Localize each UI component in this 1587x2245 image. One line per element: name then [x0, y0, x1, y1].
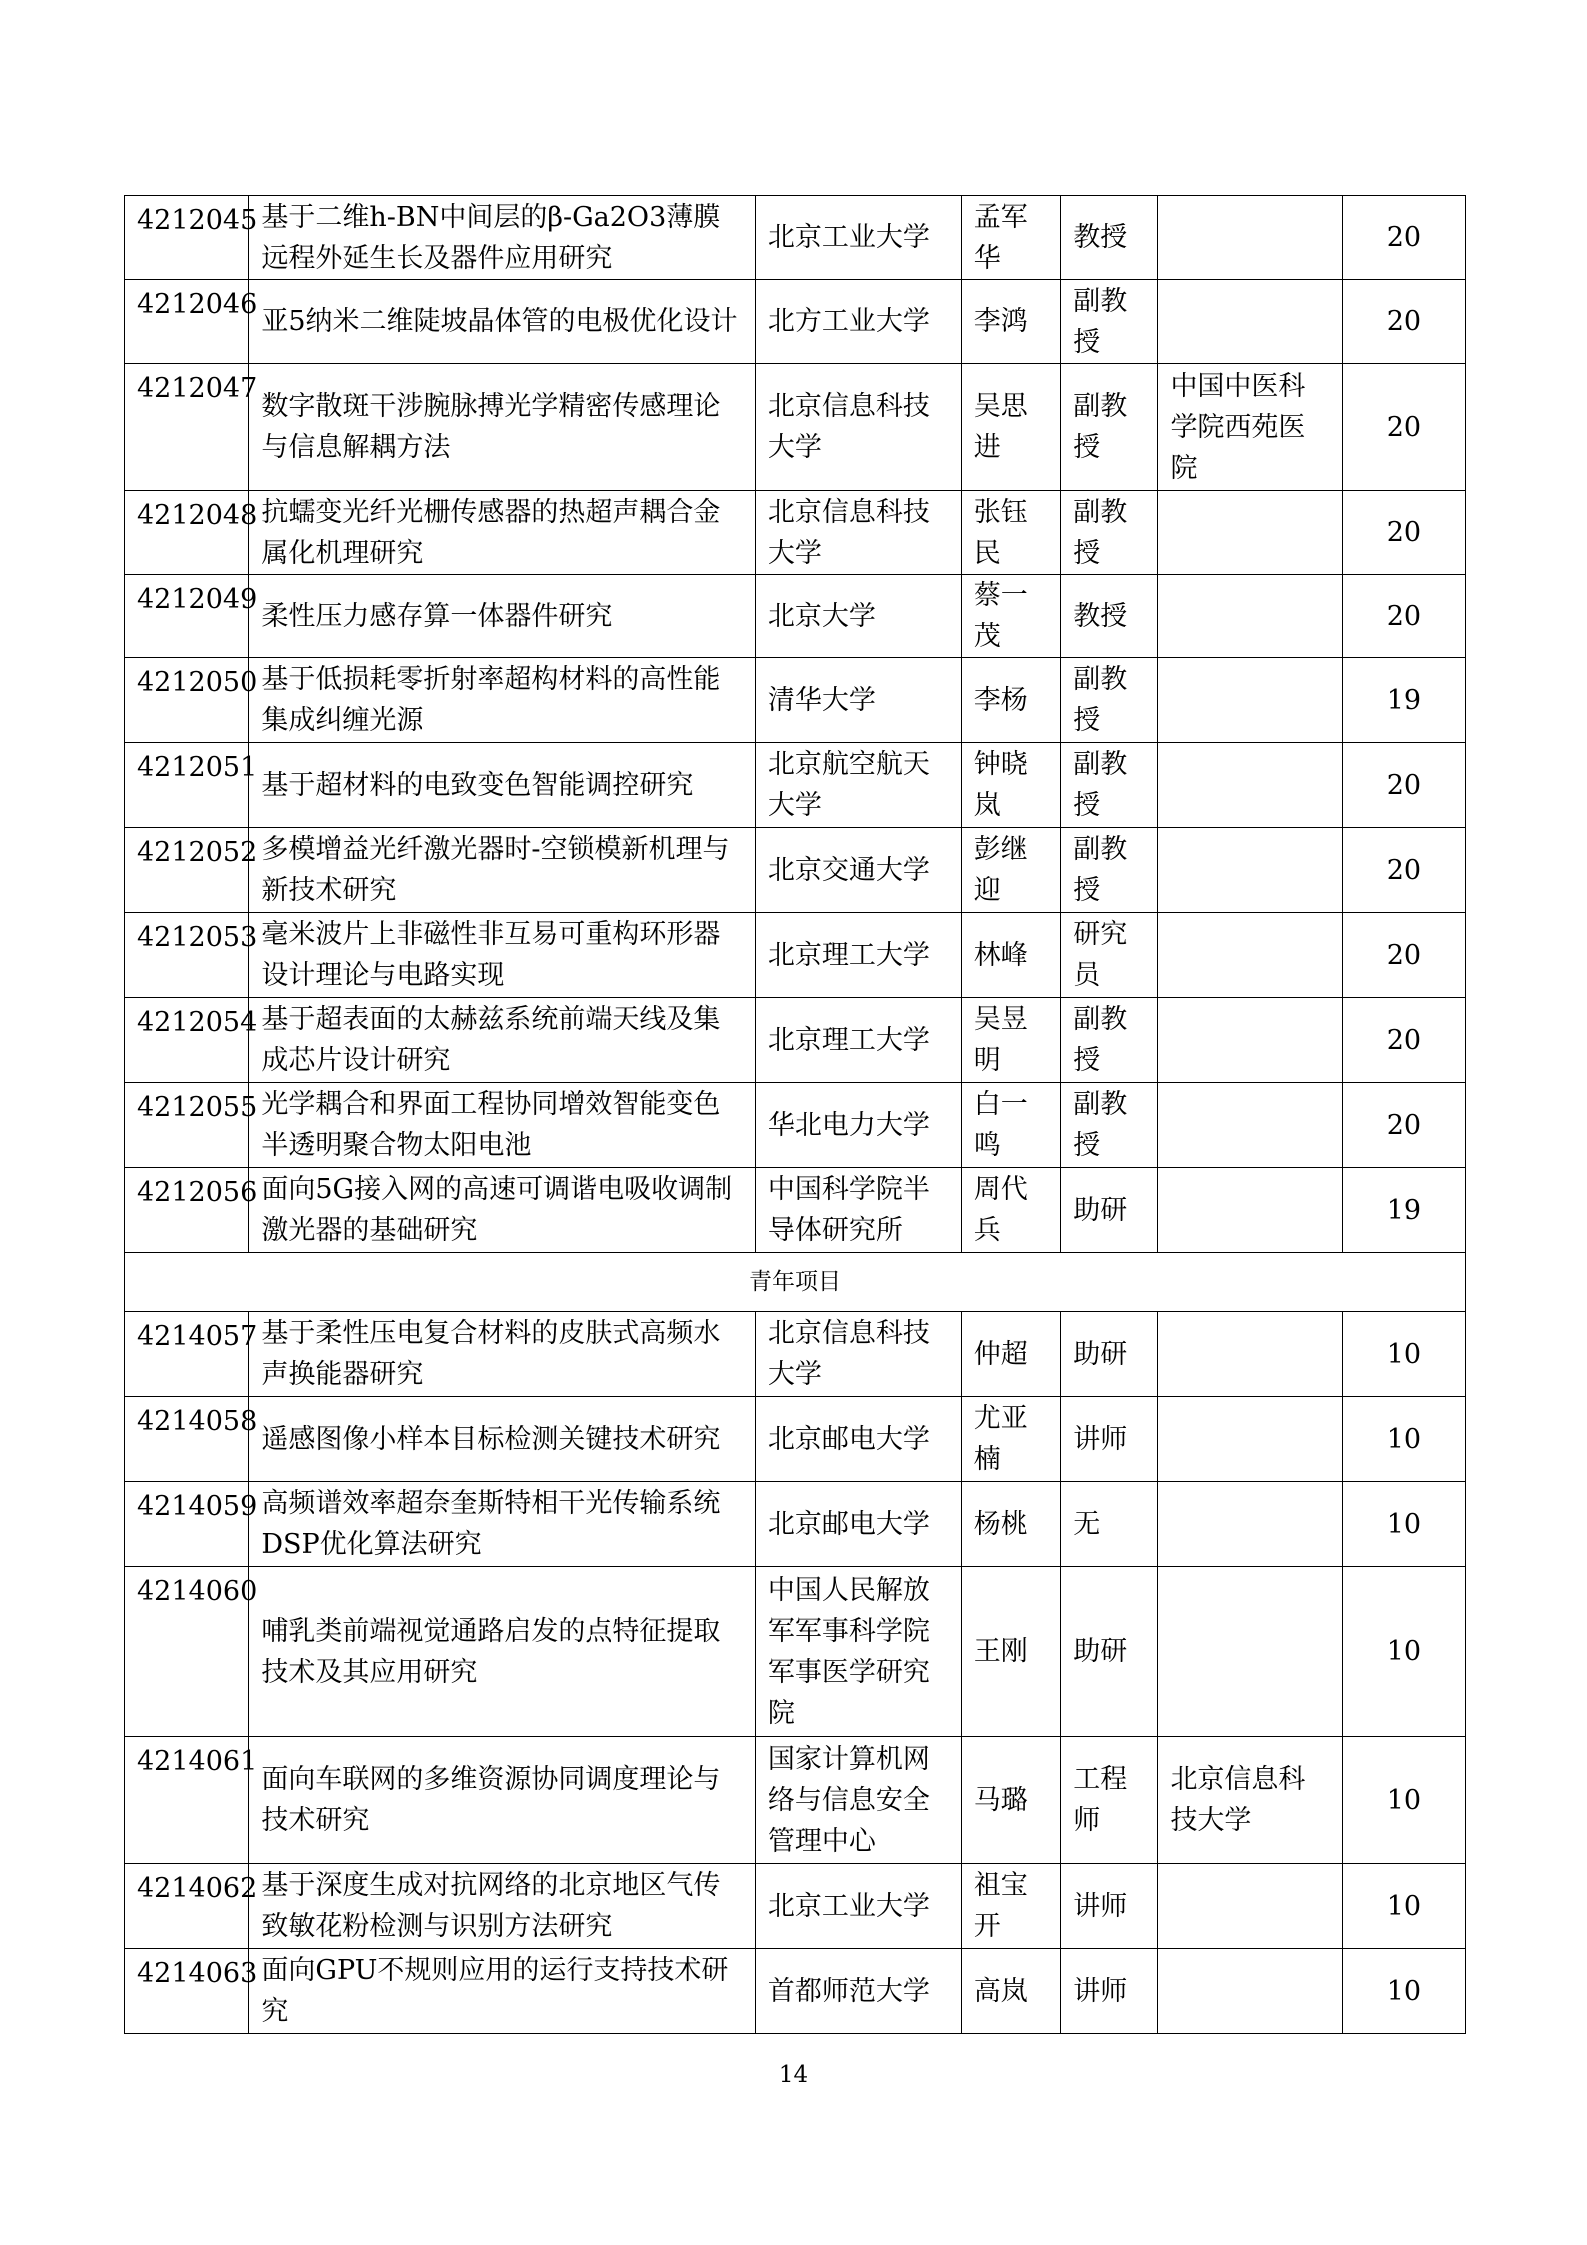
principal-investigator: 李鸿	[961, 280, 1061, 364]
project-title: 遥感图像小样本目标检测关键技术研究	[249, 1397, 756, 1482]
institution: 中国科学院半导体研究所	[755, 1168, 961, 1253]
funding-amount: 10	[1342, 1482, 1465, 1567]
cooperating-unit	[1158, 1397, 1342, 1482]
institution: 清华大学	[755, 658, 961, 743]
cooperating-unit	[1158, 1949, 1342, 2034]
project-title: 光学耦合和界面工程协同增效智能变色半透明聚合物太阳电池	[249, 1083, 756, 1168]
cooperating-unit	[1158, 1567, 1342, 1737]
project-title: 多模增益光纤激光器时-空锁模新机理与新技术研究	[249, 828, 756, 913]
cooperating-unit	[1158, 280, 1342, 364]
funding-amount: 19	[1342, 658, 1465, 743]
cooperating-unit	[1158, 196, 1342, 280]
section-heading: 青年项目	[125, 1253, 1466, 1312]
project-title: 高频谱效率超奈奎斯特相干光传输系统DSP优化算法研究	[249, 1482, 756, 1567]
funding-amount: 10	[1342, 1567, 1465, 1737]
cooperating-unit: 北京信息科技大学	[1158, 1737, 1342, 1864]
institution: 华北电力大学	[755, 1083, 961, 1168]
project-title: 基于超材料的电致变色智能调控研究	[249, 743, 756, 828]
project-title: 抗蠕变光纤光栅传感器的热超声耦合金属化机理研究	[249, 491, 756, 575]
funding-amount: 20	[1342, 1083, 1465, 1168]
cooperating-unit	[1158, 1083, 1342, 1168]
table-row	[125, 1482, 1466, 1567]
principal-investigator: 彭继迎	[961, 828, 1061, 913]
project-title: 面向车联网的多维资源协同调度理论与技术研究	[249, 1737, 756, 1864]
principal-investigator: 林峰	[961, 913, 1061, 998]
institution: 首都师范大学	[755, 1949, 961, 2034]
principal-investigator: 张钰民	[961, 491, 1061, 575]
funding-amount: 10	[1342, 1949, 1465, 2034]
table-row	[125, 364, 1466, 491]
title-rank: 助研	[1061, 1168, 1158, 1253]
principal-investigator: 杨桃	[961, 1482, 1061, 1567]
title-rank: 讲师	[1061, 1397, 1158, 1482]
principal-investigator: 吴思进	[961, 364, 1061, 491]
table-row	[125, 1949, 1466, 2034]
principal-investigator: 马璐	[961, 1737, 1061, 1864]
table-row	[125, 1312, 1466, 1397]
project-title: 基于柔性压电复合材料的皮肤式高频水声换能器研究	[249, 1312, 756, 1397]
principal-investigator: 钟晓岚	[961, 743, 1061, 828]
table-row	[125, 280, 1466, 364]
funding-amount: 20	[1342, 828, 1465, 913]
table-row	[125, 1737, 1466, 1864]
project-id: 4212055	[125, 1083, 249, 1168]
funding-amount: 10	[1342, 1864, 1465, 1949]
principal-investigator: 仲超	[961, 1312, 1061, 1397]
funding-amount: 20	[1342, 575, 1465, 658]
principal-investigator: 周代兵	[961, 1168, 1061, 1253]
table-row	[125, 491, 1466, 575]
institution: 中国人民解放军军事科学院军事医学研究院	[755, 1567, 961, 1737]
principal-investigator: 王刚	[961, 1567, 1061, 1737]
title-rank: 助研	[1061, 1567, 1158, 1737]
project-title: 面向5G接入网的高速可调谐电吸收调制激光器的基础研究	[249, 1168, 756, 1253]
cooperating-unit	[1158, 828, 1342, 913]
project-title: 基于低损耗零折射率超构材料的高性能集成纠缠光源	[249, 658, 756, 743]
project-title: 基于深度生成对抗网络的北京地区气传致敏花粉检测与识别方法研究	[249, 1864, 756, 1949]
project-id: 4214057	[125, 1312, 249, 1397]
table-row	[125, 1168, 1466, 1253]
title-rank: 研究员	[1061, 913, 1158, 998]
table-row	[125, 1567, 1466, 1737]
project-id: 4212046	[125, 280, 249, 364]
title-rank: 副教授	[1061, 1083, 1158, 1168]
title-rank: 工程师	[1061, 1737, 1158, 1864]
institution: 北京航空航天大学	[755, 743, 961, 828]
institution: 北京工业大学	[755, 196, 961, 280]
funding-amount: 10	[1342, 1737, 1465, 1864]
institution: 北京工业大学	[755, 1864, 961, 1949]
project-title: 亚5纳米二维陡坡晶体管的电极优化设计	[249, 280, 756, 364]
title-rank: 助研	[1061, 1312, 1158, 1397]
project-id: 4212053	[125, 913, 249, 998]
funding-amount: 20	[1342, 364, 1465, 491]
funding-amount: 10	[1342, 1312, 1465, 1397]
funding-amount: 20	[1342, 280, 1465, 364]
project-title: 基于超表面的太赫兹系统前端天线及集成芯片设计研究	[249, 998, 756, 1083]
institution: 北京理工大学	[755, 998, 961, 1083]
institution: 北京邮电大学	[755, 1482, 961, 1567]
cooperating-unit	[1158, 743, 1342, 828]
funding-amount: 20	[1342, 998, 1465, 1083]
title-rank: 无	[1061, 1482, 1158, 1567]
title-rank: 副教授	[1061, 364, 1158, 491]
table-row	[125, 743, 1466, 828]
title-rank: 副教授	[1061, 743, 1158, 828]
table-row	[125, 1397, 1466, 1482]
section-row	[125, 1253, 1466, 1312]
table-row	[125, 658, 1466, 743]
table-row	[125, 998, 1466, 1083]
table-row	[125, 913, 1466, 998]
project-title: 数字散斑干涉腕脉搏光学精密传感理论与信息解耦方法	[249, 364, 756, 491]
title-rank: 副教授	[1061, 280, 1158, 364]
institution: 北京大学	[755, 575, 961, 658]
principal-investigator: 孟军华	[961, 196, 1061, 280]
cooperating-unit	[1158, 575, 1342, 658]
table-row	[125, 1864, 1466, 1949]
project-id: 4214059	[125, 1482, 249, 1567]
principal-investigator: 高岚	[961, 1949, 1061, 2034]
project-id: 4212050	[125, 658, 249, 743]
institution: 北京信息科技大学	[755, 491, 961, 575]
principal-investigator: 尤亚楠	[961, 1397, 1061, 1482]
institution: 北京邮电大学	[755, 1397, 961, 1482]
project-id: 4214060	[125, 1567, 249, 1737]
project-id: 4214061	[125, 1737, 249, 1864]
page-number: 14	[778, 2062, 809, 2088]
project-id: 4212045	[125, 196, 249, 280]
institution: 国家计算机网络与信息安全管理中心	[755, 1737, 961, 1864]
funding-amount: 19	[1342, 1168, 1465, 1253]
cooperating-unit	[1158, 998, 1342, 1083]
project-title: 哺乳类前端视觉通路启发的点特征提取技术及其应用研究	[249, 1567, 756, 1737]
project-id: 4214058	[125, 1397, 249, 1482]
principal-investigator: 蔡一茂	[961, 575, 1061, 658]
project-id: 4212048	[125, 491, 249, 575]
project-title: 柔性压力感存算一体器件研究	[249, 575, 756, 658]
table-row	[125, 196, 1466, 280]
title-rank: 副教授	[1061, 658, 1158, 743]
funding-amount: 20	[1342, 743, 1465, 828]
project-id: 4214062	[125, 1864, 249, 1949]
cooperating-unit	[1158, 658, 1342, 743]
title-rank: 讲师	[1061, 1949, 1158, 2034]
principal-investigator: 祖宝开	[961, 1864, 1061, 1949]
title-rank: 讲师	[1061, 1864, 1158, 1949]
cooperating-unit: 中国中医科学院西苑医院	[1158, 364, 1342, 491]
project-table	[124, 195, 1466, 2034]
title-rank: 副教授	[1061, 998, 1158, 1083]
title-rank: 副教授	[1061, 491, 1158, 575]
project-title: 毫米波片上非磁性非互易可重构环形器设计理论与电路实现	[249, 913, 756, 998]
funding-amount: 20	[1342, 491, 1465, 575]
project-id: 4212051	[125, 743, 249, 828]
table-row	[125, 575, 1466, 658]
principal-investigator: 李杨	[961, 658, 1061, 743]
project-id: 4214063	[125, 1949, 249, 2034]
project-id: 4212047	[125, 364, 249, 491]
project-id: 4212052	[125, 828, 249, 913]
funding-amount: 20	[1342, 913, 1465, 998]
project-id: 4212049	[125, 575, 249, 658]
institution: 北京信息科技大学	[755, 364, 961, 491]
cooperating-unit	[1158, 491, 1342, 575]
table-row	[125, 828, 1466, 913]
table-row	[125, 1083, 1466, 1168]
principal-investigator: 白一鸣	[961, 1083, 1061, 1168]
institution: 北方工业大学	[755, 280, 961, 364]
title-rank: 教授	[1061, 196, 1158, 280]
cooperating-unit	[1158, 1864, 1342, 1949]
title-rank: 教授	[1061, 575, 1158, 658]
cooperating-unit	[1158, 1168, 1342, 1253]
funding-amount: 20	[1342, 196, 1465, 280]
institution: 北京理工大学	[755, 913, 961, 998]
cooperating-unit	[1158, 1312, 1342, 1397]
institution: 北京信息科技大学	[755, 1312, 961, 1397]
project-id: 4212056	[125, 1168, 249, 1253]
institution: 北京交通大学	[755, 828, 961, 913]
funding-amount: 10	[1342, 1397, 1465, 1482]
project-title: 面向GPU不规则应用的运行支持技术研究	[249, 1949, 756, 2034]
principal-investigator: 吴昱明	[961, 998, 1061, 1083]
title-rank: 副教授	[1061, 828, 1158, 913]
project-id: 4212054	[125, 998, 249, 1083]
cooperating-unit	[1158, 913, 1342, 998]
project-title: 基于二维h-BN中间层的β-Ga2O3薄膜远程外延生长及器件应用研究	[249, 196, 756, 280]
cooperating-unit	[1158, 1482, 1342, 1567]
